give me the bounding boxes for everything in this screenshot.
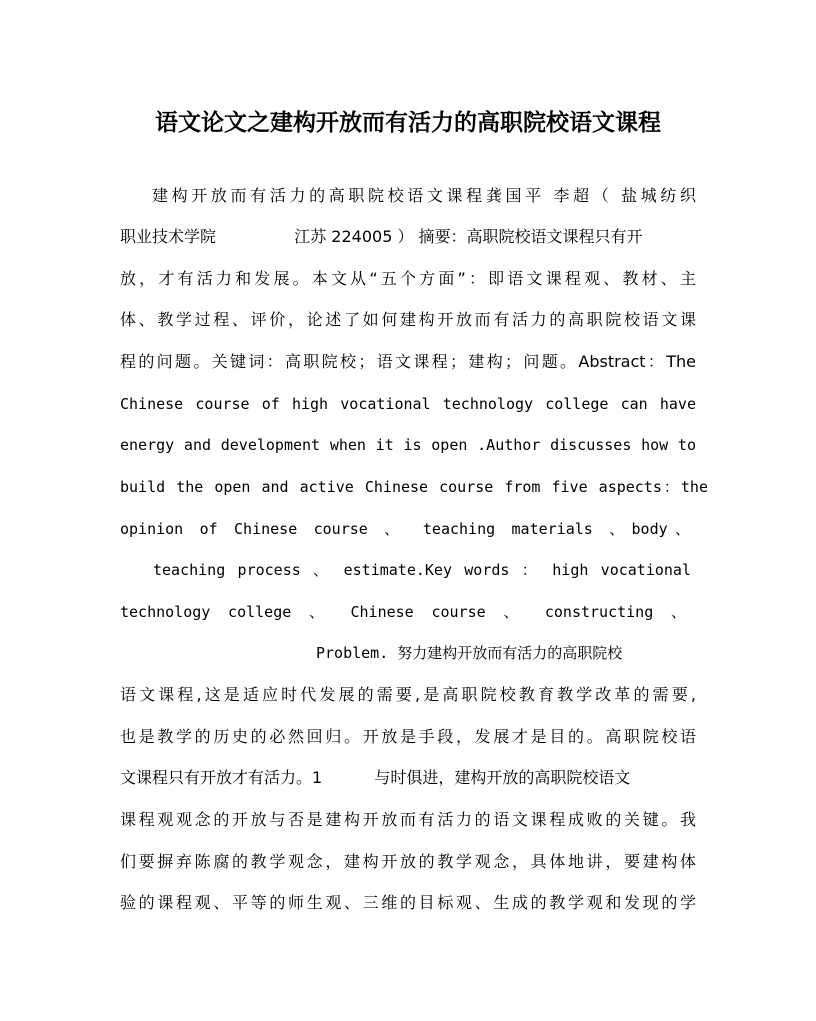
text-line-18: 验的课程观、平等的师生观、三维的目标观、生成的教学观和发现的学	[120, 893, 696, 912]
text-line-12: Problem. 努力建构开放而有活力的高职院校	[316, 644, 623, 662]
text-line-5: 程的问题。关键词：高职院校；语文课程；建构；问题。Abstract：The	[120, 352, 696, 371]
text-line-10: teaching process 、 estimate.Key words ： high vocational	[153, 561, 691, 579]
text-line-3: 放，才有活力和发展。本文从“五个方面”：即语文课程观、教材、主	[120, 269, 696, 288]
text-line-7: energy and development when it is open .Author discusses how to	[120, 436, 696, 454]
text-line-15: 文课程只有开放才有活力。1 与时俱进，建构开放的高职院校语文	[120, 768, 631, 787]
text-line-2: 职业技术学院 江苏 224005 ） 摘要：高职院校语文课程只有开	[120, 227, 643, 246]
text-line-11: technology college 、 Chinese course 、 constructing 、	[120, 603, 686, 621]
document-title: 语文论文之建构开放而有活力的高职院校语文课程	[155, 109, 661, 136]
text-line-13: 语文课程,这是适应时代发展的需要,是高职院校教育教学改革的需要,	[120, 685, 696, 704]
text-line-14: 也是教学的历史的必然回归。开放是手段，发展才是目的。高职院校语	[120, 727, 696, 746]
text-line-1: 建构开放而有活力的高职院校语文课程龚国平 李超（ 盐城纺织	[152, 186, 696, 205]
text-line-9: opinion of Chinese course 、 teaching materials 、body、	[120, 520, 690, 538]
text-line-16: 课程观观念的开放与否是建构开放而有活力的语文课程成败的关键。我	[120, 810, 696, 829]
text-line-8: build the open and active Chinese course from five aspects：the	[120, 478, 708, 496]
text-line-4: 体、教学过程、评价，论述了如何建构开放而有活力的高职院校语文课	[120, 310, 696, 329]
text-line-17: 们要摒弃陈腐的教学观念，建构开放的教学观念，具体地讲，要建构体	[120, 852, 696, 871]
text-line-6: Chinese course of high vocational technology college can have	[120, 395, 696, 413]
